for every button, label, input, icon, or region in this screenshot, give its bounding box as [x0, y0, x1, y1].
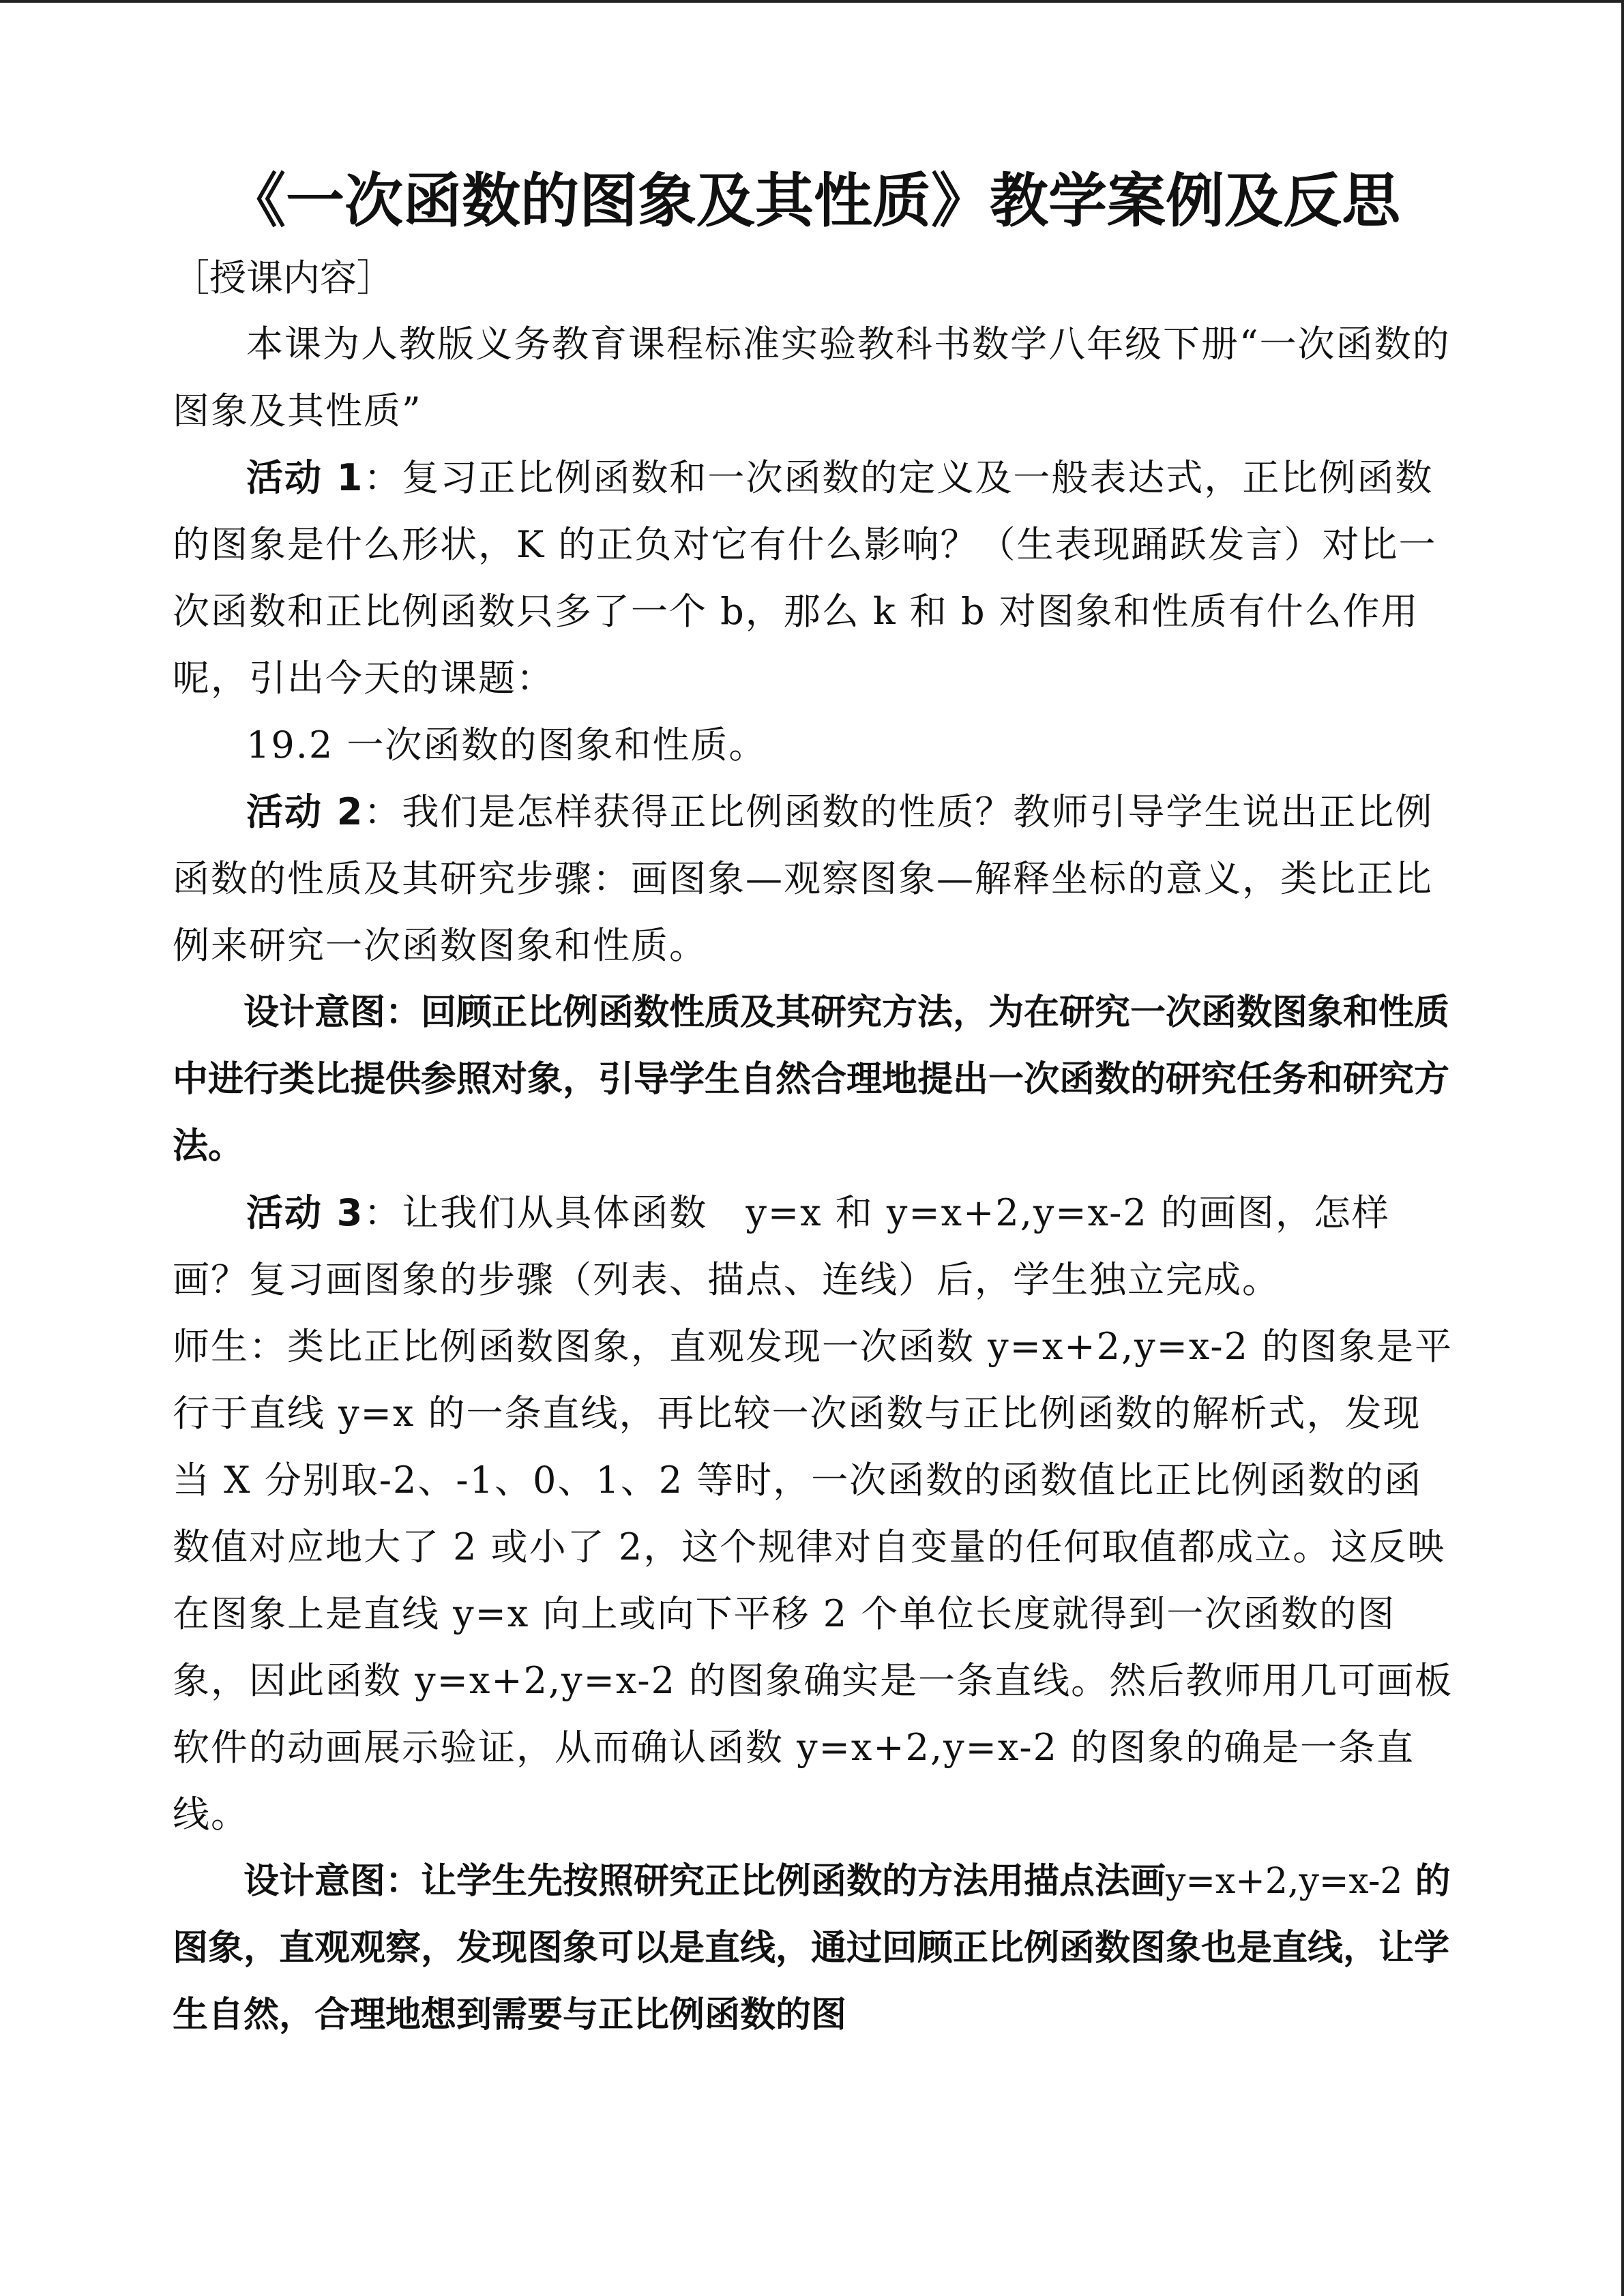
activity-1-paragraph — [173, 445, 1455, 712]
design-intent-2-prefix: 设计意图：让学生先按照研究正比例函数的方法用描点法画 — [243, 1861, 1166, 1902]
activity-2-paragraph — [173, 779, 1455, 979]
teacher-student-paragraph: 师生：类比正比例函数图象，直观发现一次函数 y=x+2,y=x-2 的图象是平行于直线 y=x 的一条直线，再比较一次函数与正比例函数的解析式，发现当 X 分别取-2、-1、0、1、2 等时，一次函数的函数值比正比例函数的函数值对应地大了 2 或小了 2，这个规律对自变量的任何取值都成立。这反映在图象上是直线 y=x 向上或向下平移 2 个单位长度就得到一次函数的图象，因此函数 y=x+2,y=x-2 的图象确实是一条直线。然后教师用几可画板软件的动画展示验证，从而确认函数 y=x+2,y=x-2 的图象的确是一条直线。 — [173, 1325, 1453, 1836]
design-intent-2 — [173, 1848, 1455, 2048]
page-border-right — [1621, 0, 1624, 2296]
activity-1-label: 活动 1 — [246, 456, 364, 499]
activity-1-text: ：复习正比例函数和一次函数的定义及一般表达式，正比例函数的图象是什么形状，K 的正负对它有什么影响？（生表现踊跃发言）对比一次函数和正比例函数只多了一个 b，那么 k 和 b 对图象和性质有什么作用呢，引出今天的课题： — [173, 456, 1437, 700]
activity-3-label: 活动 3 — [246, 1191, 364, 1234]
intro-paragraph: 本课为人教版义务教育课程标准实验教科书数学八年级下册“一次函数的图象及其性质” — [173, 323, 1451, 432]
activity-3-text: ：让我们从具体函数 y=x 和 y=x+2,y=x-2 的画图，怎样画？复习画图象的步骤（列表、描点、连线）后，学生独立完成。 — [173, 1191, 1390, 1301]
lesson-topic: 19.2 一次函数的图象和性质。 — [246, 724, 767, 766]
document-title: 《一次函数的图象及其性质》教学案例及反思 — [227, 167, 1400, 235]
section-label-content: ［授课内容］ — [173, 256, 394, 299]
design-intent-2-formula: y=x+2,y=x-2 — [1166, 1861, 1403, 1902]
design-intent-1: 设计意图：回顾正比例函数性质及其研究方法，为在研究一次函数图象和性质中进行类比提供参照对象，引导学生自然合理地提出一次函数的研究任务和研究方法。 — [173, 992, 1450, 1167]
design-intent-2-rest: 的图象，直观观察，发现图象可以是直线，通过回顾正比例函数图象也是直线，让学生自然，合理地想到需要与正比例函数的图 — [173, 1861, 1451, 2036]
activity-3-paragraph — [173, 1180, 1455, 1313]
activity-2-text: ：我们是怎样获得正比例函数的性质？教师引导学生说出正比例函数的性质及其研究步骤：画图象—观察图象—解释坐标的意义，类比正比例来研究一次函数图象和性质。 — [173, 790, 1434, 967]
document-body — [173, 157, 1455, 2048]
activity-2-label: 活动 2 — [246, 790, 364, 833]
page-border-top — [0, 0, 1624, 3]
